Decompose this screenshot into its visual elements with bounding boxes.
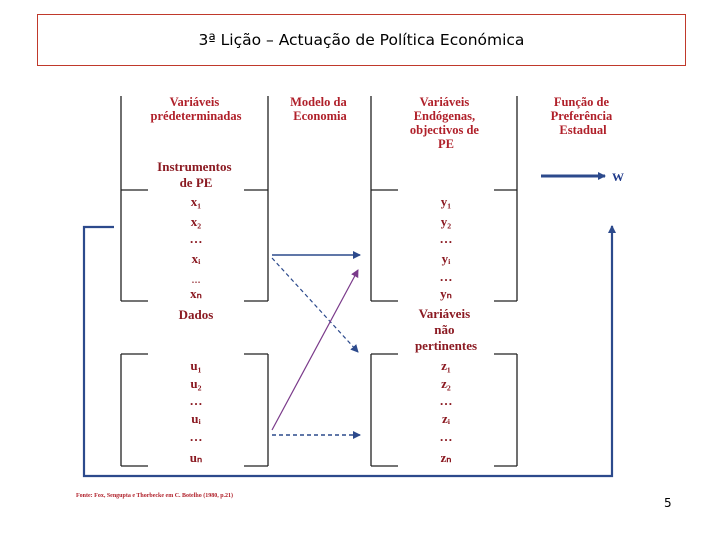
non-pertinent-heading: Variáveis não pertinentes xyxy=(414,306,478,353)
page-title: 3ª Lição – Actuação de Política Económica xyxy=(198,31,525,49)
non-pertinent-z1: z₁ xyxy=(441,358,451,373)
data-un: uₙ xyxy=(189,450,203,465)
instrument-x2: x₂ xyxy=(190,214,202,229)
instruments-heading: Instrumentos de PE xyxy=(157,159,232,190)
non-pertinent-zi: zᵢ xyxy=(441,411,451,426)
data-ui: uᵢ xyxy=(191,411,201,426)
objective-y1: y₁ xyxy=(440,194,452,209)
non-pertinent-z2: z₂ xyxy=(441,376,451,391)
instrument-x1: x₁ xyxy=(190,194,202,209)
objective-ellipsis-2: … xyxy=(439,269,453,284)
feedback-loop xyxy=(84,226,612,476)
arrow-data-to-objectives xyxy=(272,270,358,430)
objective-y2: y₂ xyxy=(440,214,452,229)
header-economy-model: Modelo da Economia xyxy=(290,95,347,123)
data-ellipsis-1: … xyxy=(189,393,203,408)
data-ellipsis-2: … xyxy=(189,429,203,444)
non-pertinent-ellipsis-1: … xyxy=(439,393,453,408)
source-note: Fonte: Fox, Sengupta e Thorbecke em C. Botelho (1980, p.21) xyxy=(76,493,234,499)
arrow-instruments-to-non-pertinent xyxy=(272,258,358,352)
non-pertinent-zn: zₙ xyxy=(440,450,452,465)
data-u2: u₂ xyxy=(190,376,202,391)
objective-yn: yₙ xyxy=(440,286,452,301)
objective-ellipsis-1: … xyxy=(439,231,453,246)
instrument-xi: xᵢ xyxy=(191,251,201,266)
objective-yi: yᵢ xyxy=(441,251,451,266)
data-label: Dados xyxy=(178,307,214,322)
header-predetermined: Variáveis prédeterminadas xyxy=(150,95,242,123)
header-endogenous: Variáveis Endógenas, objectivos de PE xyxy=(409,95,479,151)
instrument-xn: xₙ xyxy=(190,286,202,301)
non-pertinent-ellipsis-2: … xyxy=(439,429,453,444)
header-preference: Função de Preferência Estadual xyxy=(550,95,613,137)
instrument-ellipsis-2: … xyxy=(191,275,201,285)
page-number: 5 xyxy=(664,496,672,510)
data-u1: u₁ xyxy=(190,358,202,373)
instrument-ellipsis-1: … xyxy=(189,231,203,246)
w-label: W xyxy=(612,170,624,184)
